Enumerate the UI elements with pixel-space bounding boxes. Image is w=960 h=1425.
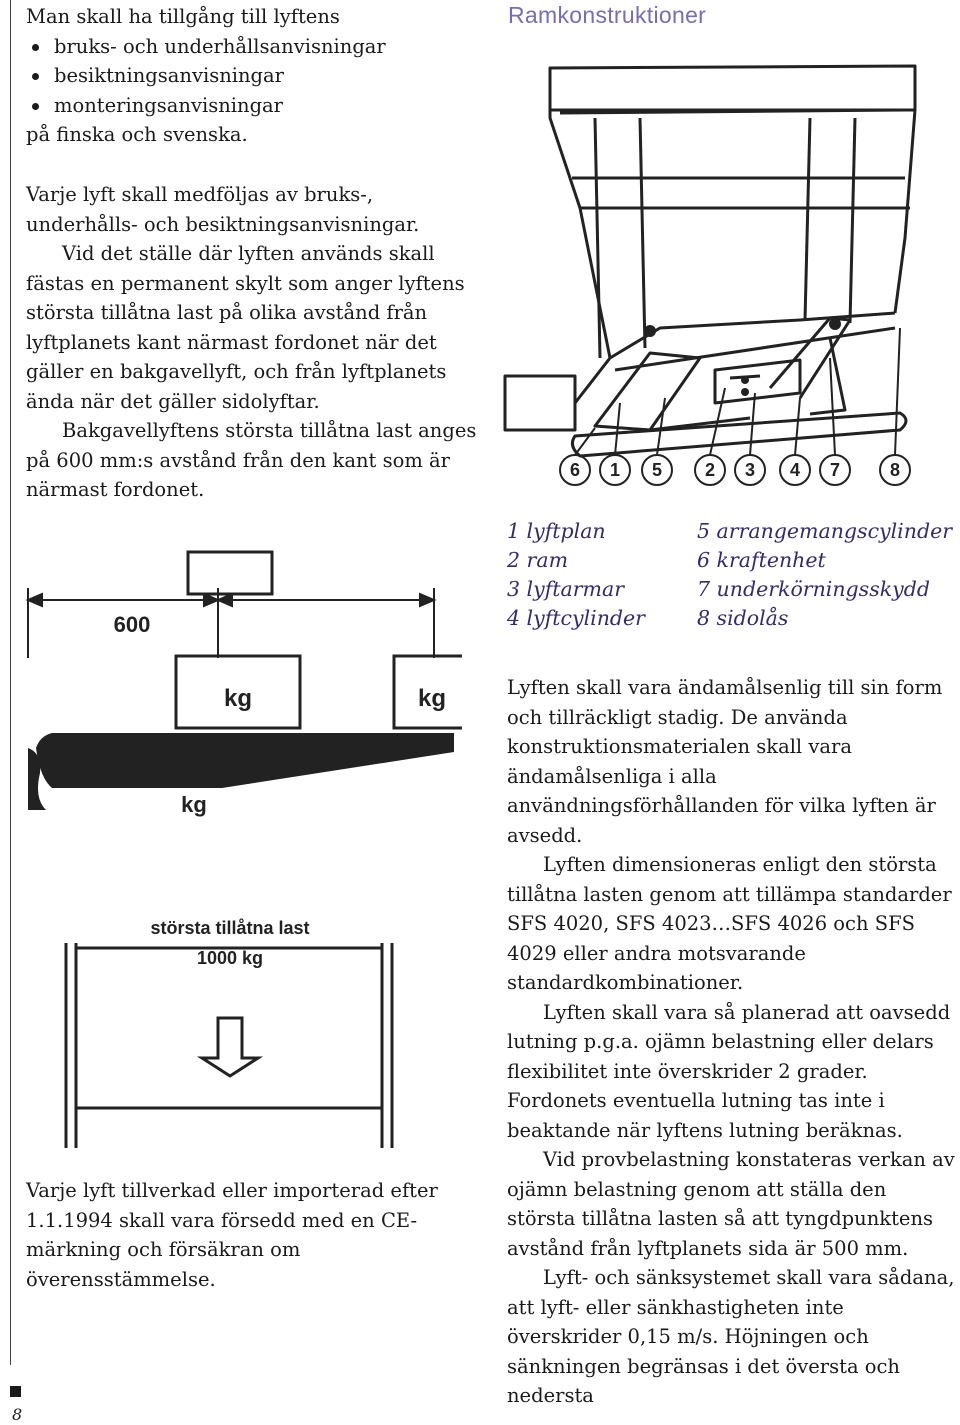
callout-number: 2 bbox=[704, 460, 716, 480]
paragraph: Lyft- och sänksystemet skall vara sådana, att lyft- eller sänkhastigheten inte överskrider 0,15 m/s. Höjningen och sänkningen begränsas i det översta och nedersta bbox=[507, 1266, 955, 1407]
legend-item: 4 lyftcylinder bbox=[507, 606, 645, 630]
paragraph: Vid provbelastning konstateras verkan av ojämn belastning genom att ställa den största tillåtna lasten så att tyngdpunktens avstånd från lyftplanets sida är 500 mm. bbox=[507, 1148, 955, 1260]
legend-item: 7 underkörningsskydd bbox=[697, 577, 930, 601]
sign-text: 1000 kg bbox=[196, 948, 264, 968]
paragraph: Bakgavellyftens största tillåtna last anges på 600 mm:s avstånd från den kant som är närmast fordonet. bbox=[26, 419, 477, 501]
callout-number: 7 bbox=[829, 460, 841, 480]
right-paragraphs bbox=[507, 673, 957, 1411]
paragraph: Vid det ställe där lyften används skall fästas en permanent skylt som anger lyftens största tillåtna last på olika avstånd från lyftplanets kant närmast fordonet när det gäller en bakgavellyft, och från lyftplanets ända när det gäller sidolyftar. bbox=[26, 242, 465, 413]
frame-construction-figure bbox=[500, 58, 940, 488]
stl-label: STL (SWL) bbox=[114, 760, 210, 781]
callout-number: 1 bbox=[609, 460, 621, 480]
paragraph: Lyften skall vara ändamålsenlig till sin form och tillräckligt stadig. De använda konstruktionsmaterialen skall vara ändamålsenliga i alla användningsförhållanden för vilka lyften är avsedd. bbox=[507, 676, 943, 847]
intro-bullet-list bbox=[26, 32, 466, 121]
legend-item: 3 lyftarmar bbox=[507, 577, 625, 601]
callout-number: 3 bbox=[744, 460, 756, 480]
legend-item: 1 lyftplan bbox=[507, 519, 606, 543]
callout-number: 5 bbox=[651, 460, 663, 480]
legend-item: 5 arrangemangscylinder bbox=[697, 519, 952, 543]
intro-bullet: besiktningsanvisningar bbox=[42, 61, 466, 91]
legend-item: 6 kraftenhet bbox=[697, 548, 826, 572]
kg-label: kg bbox=[223, 685, 253, 712]
load-plate-figure bbox=[22, 548, 462, 1160]
section-heading: Ramkonstruktioner bbox=[508, 2, 707, 28]
paragraph: Lyften dimensioneras enligt den största tillåtna lasten genom att tillämpa standarder SFS 4020, SFS 4023…SFS 4026 och SFS 4029 eller andra motsvarande standardkombinationer. bbox=[507, 853, 952, 994]
legend-column-1 bbox=[507, 517, 645, 633]
margin-rule bbox=[10, 0, 11, 1365]
callout-number: 4 bbox=[789, 460, 801, 480]
intro-bullet: bruks- och underhållsanvisningar bbox=[42, 32, 466, 62]
intro-tail: på finska och svenska. bbox=[26, 123, 248, 146]
left-paragraphs bbox=[26, 180, 478, 505]
legend-column-2 bbox=[697, 517, 952, 633]
ce-paragraph: Varje lyft tillverkad eller importerad efter 1.1.1994 skall vara försedd med en CE-märkning och försäkran om överensstämmelse. bbox=[26, 1179, 438, 1291]
distance-label: 600 bbox=[113, 612, 151, 637]
page-number: 8 bbox=[12, 1405, 23, 1424]
legend-item: 2 ram bbox=[507, 548, 569, 572]
paragraph: Lyften skall vara så planerad att oavsedd lutning p.g.a. ojämn belastning eller delars flexibilitet inte överskrider 2 grader. Fordonets eventuella lutning tas inte i beaktande när lyftens lutning beräknas. bbox=[507, 1000, 951, 1142]
square-bullet-icon bbox=[10, 1386, 21, 1397]
legend-item: 8 sidolås bbox=[697, 606, 789, 630]
callout-number: 8 bbox=[889, 460, 901, 480]
intro-lead: Man skall ha tillgång till lyftens bbox=[26, 5, 340, 28]
sign-text: största tillåtna last bbox=[150, 918, 310, 938]
intro-block bbox=[26, 2, 466, 150]
kg-label: kg bbox=[181, 792, 207, 817]
callout-number: 6 bbox=[569, 460, 581, 480]
paragraph: Varje lyft skall medföljas av bruks-, underhålls- och besiktningsanvisningar. bbox=[26, 183, 420, 236]
kg-label: kg bbox=[417, 685, 447, 712]
intro-bullet: monteringsanvisningar bbox=[42, 91, 466, 121]
